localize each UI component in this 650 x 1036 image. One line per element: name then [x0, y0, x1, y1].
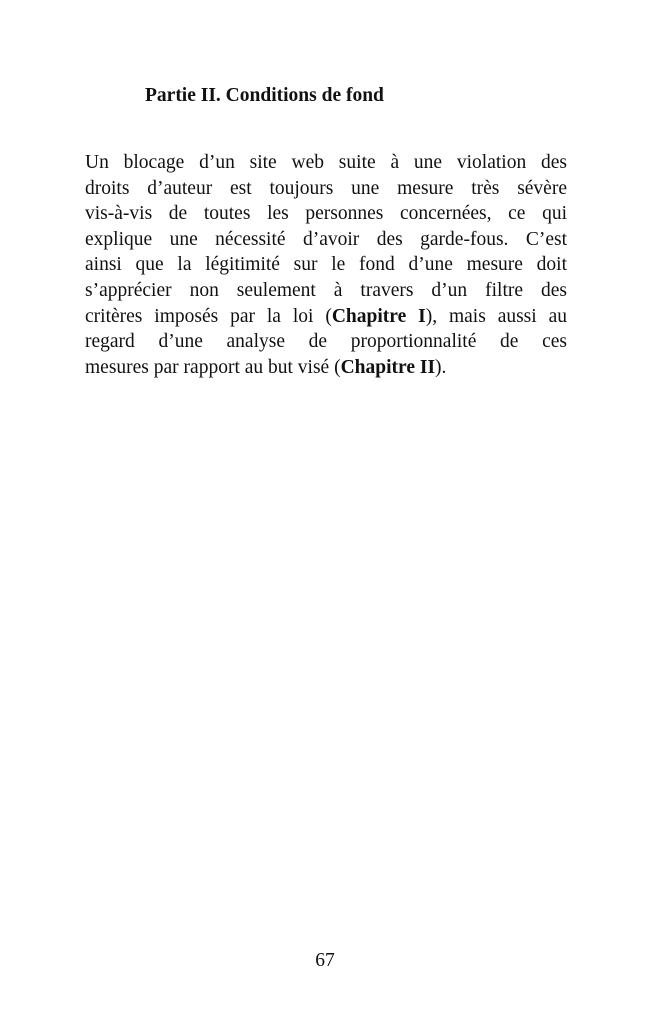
body-paragraph [85, 150, 567, 380]
section-heading: Partie II. Conditions de fond [145, 85, 384, 106]
page-number: 67 [315, 950, 335, 971]
line-text: Un blocage d’un site web suite à une violation des [85, 152, 567, 173]
paragraph-line [85, 252, 567, 278]
line-text: explique une nécessité d’avoir des garde-fous. C’est [85, 228, 567, 250]
paragraph-line [85, 355, 567, 381]
paragraph-line [85, 227, 567, 253]
line-text: vis-à-vis de toutes les personnes concernées, ce qui [85, 203, 567, 225]
line-text: regard d’une analyse de proportionnalité de ces [85, 331, 567, 353]
line-text: critères imposés par la loi ( [85, 305, 332, 327]
line-text: ). [435, 356, 447, 378]
line-text: mesures par rapport au but visé ( [85, 356, 341, 378]
chapter-reference: Chapitre II [340, 356, 436, 378]
paragraph-line [85, 278, 567, 304]
line-text: droits d’auteur est toujours une mesure très sévère [85, 177, 567, 199]
paragraph-line [85, 329, 567, 355]
line-text: ), mais aussi au [425, 305, 567, 327]
chapter-reference: Chapitre I [331, 305, 426, 327]
paragraph-line [85, 176, 567, 202]
line-text: s’apprécier non seulement à travers d’un filtre des [85, 279, 567, 301]
paragraph-line [85, 304, 567, 330]
paragraph-line [85, 150, 567, 176]
line-text: ainsi que la légitimité sur le fond d’une mesure doit [85, 254, 567, 276]
paragraph-line [85, 201, 567, 227]
